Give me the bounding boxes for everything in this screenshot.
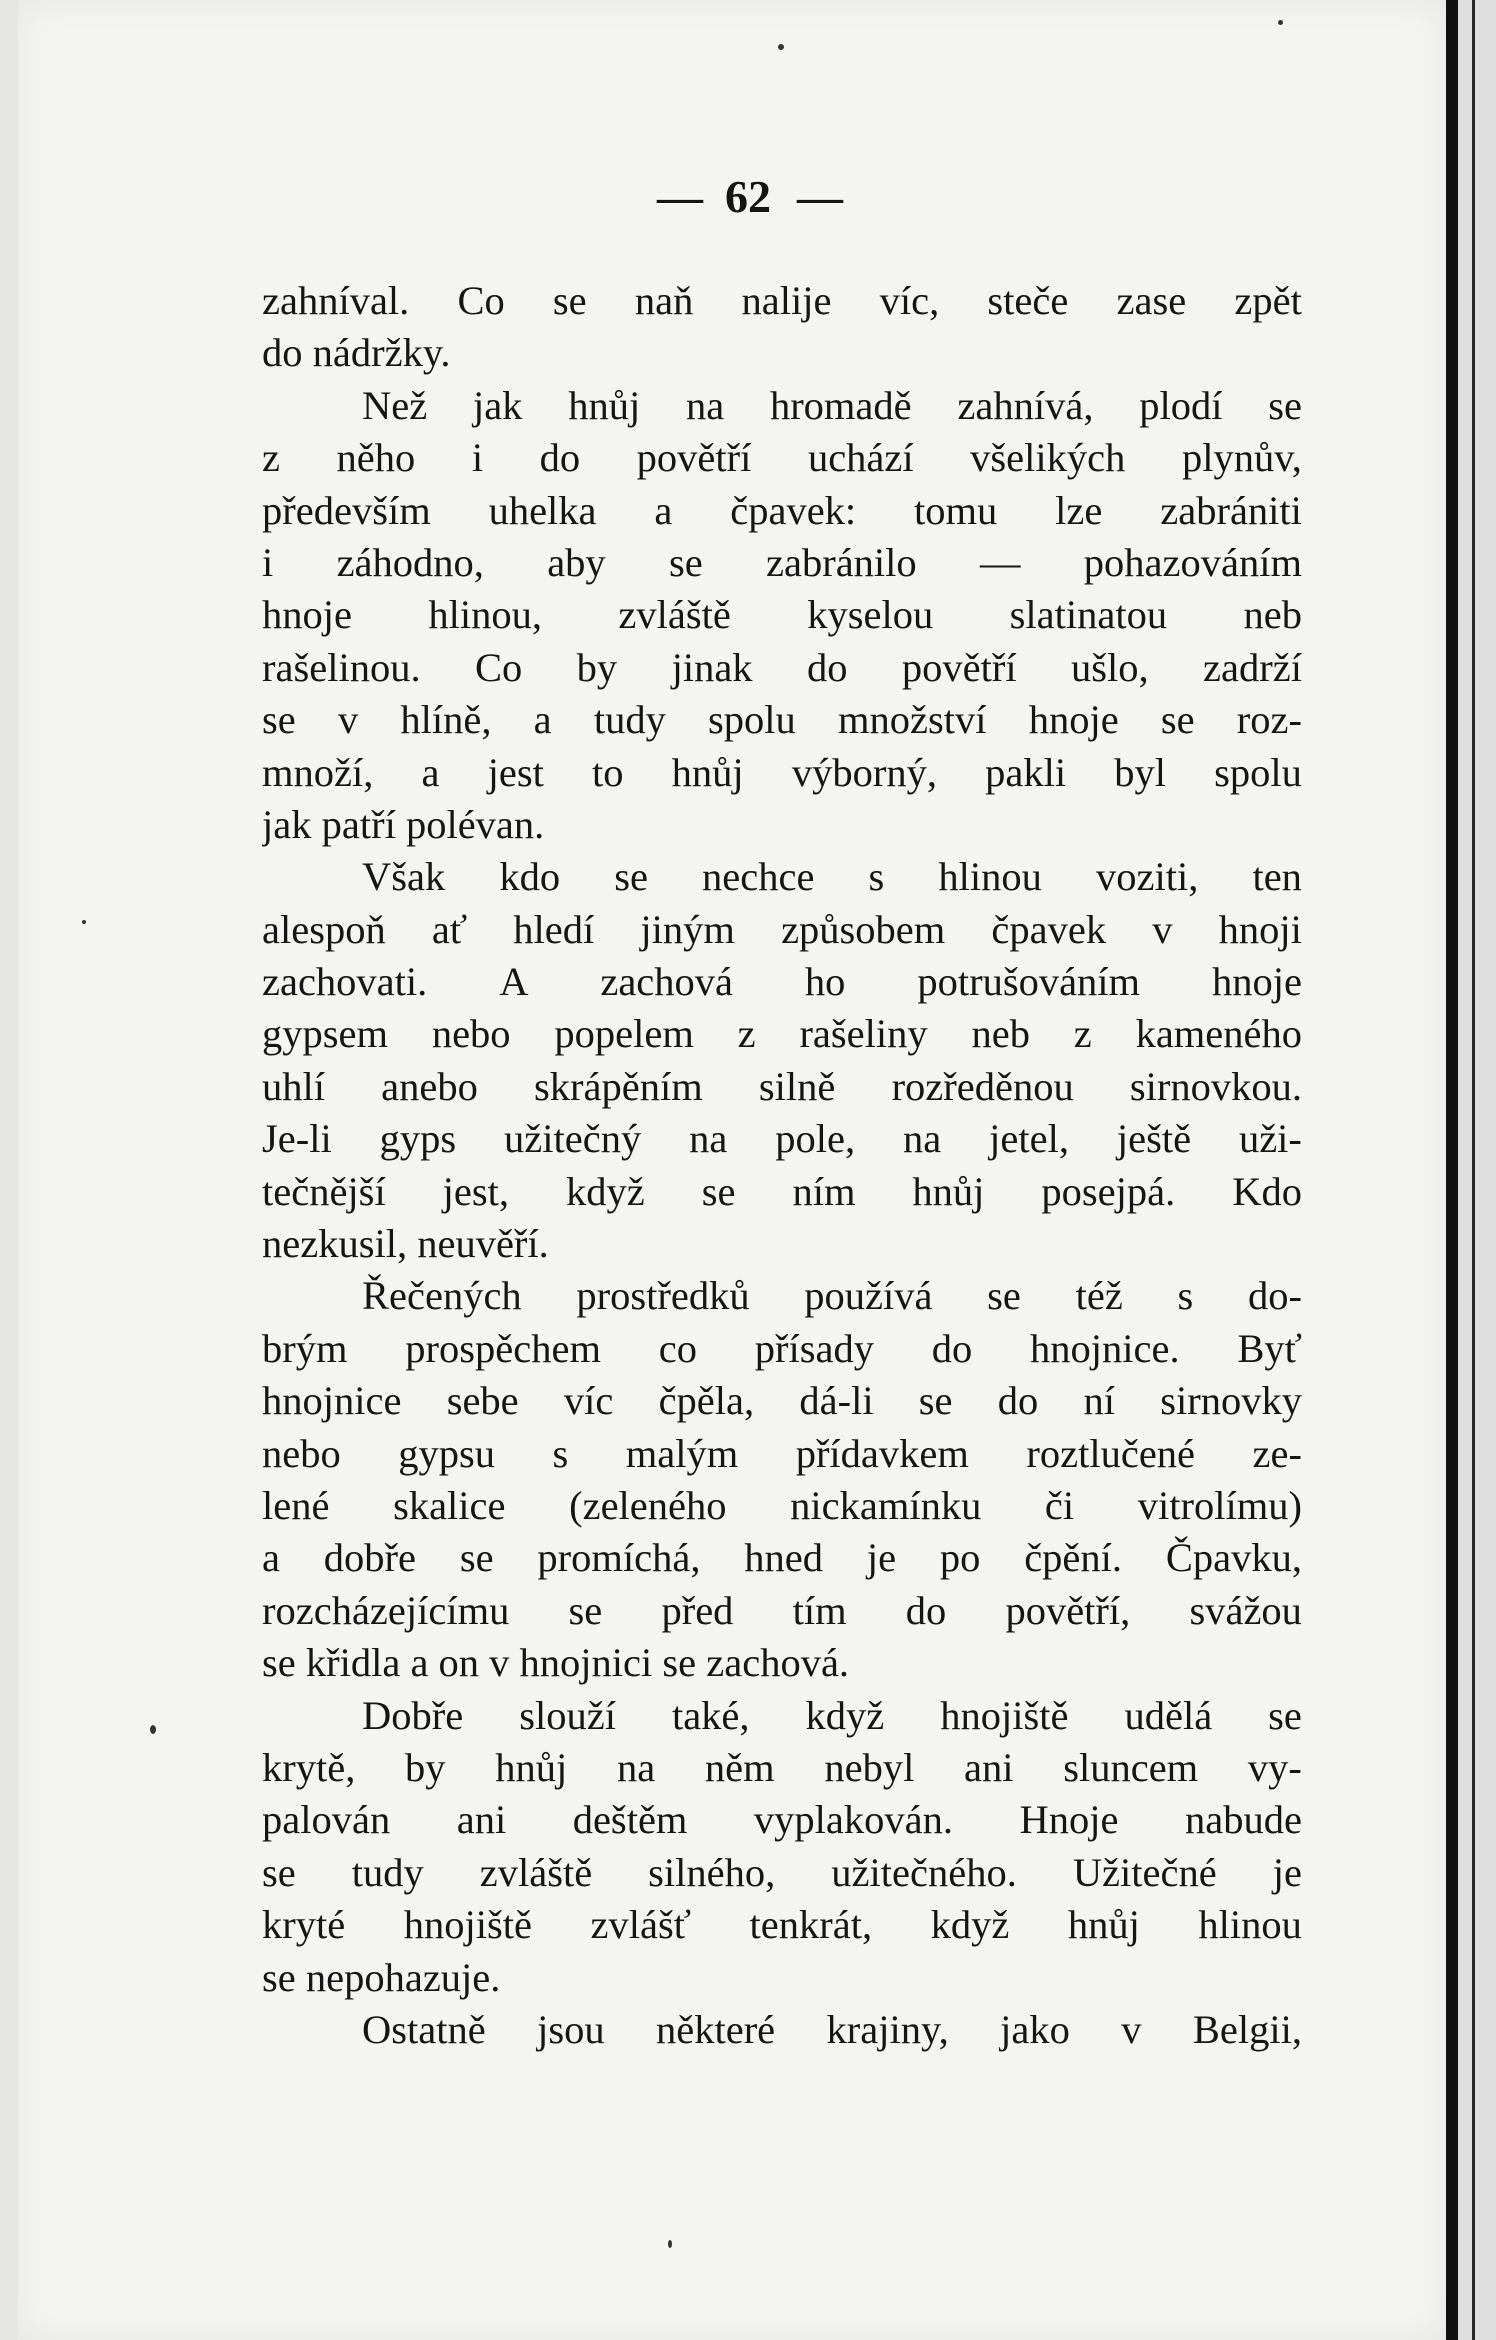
- text-line: Řečených prostředků používá se též s do-: [362, 1273, 1302, 1319]
- text-line: se v hlíně, a tudy spolu množství hnoje se roz-: [262, 697, 1302, 743]
- text-line: nebo gypsu s malým přídavkem roztlučené ze-: [262, 1430, 1302, 1476]
- text-line: tečnější jest, když se ním hnůj posejpá. Kdo: [262, 1168, 1302, 1214]
- text-line: se nepohazuje.: [262, 1954, 501, 2000]
- text-line: Ostatně jsou některé krajiny, jako v Belgii,: [362, 2006, 1302, 2052]
- page-number: 62: [725, 170, 771, 222]
- scan-speck: [778, 44, 784, 50]
- text-line: palován ani deštěm vyplakován. Hnoje nabude: [262, 1797, 1302, 1843]
- text-line: zachovati. A zachová ho potrušováním hnoje: [262, 959, 1302, 1005]
- text-line: Však kdo se nechce s hlinou voziti, ten: [362, 854, 1302, 900]
- text-line: rašelinou. Co by jinak do povětří ušlo, zadrží: [262, 644, 1302, 690]
- next-page-strip: [1458, 0, 1496, 2340]
- text-line: Než jak hnůj na hromadě zahnívá, plodí se: [362, 382, 1302, 428]
- text-line: uhlí anebo skrápěním silně rozředěnou sirnovkou.: [262, 1063, 1302, 1109]
- text-line: nezkusil, neuvěří.: [262, 1221, 549, 1267]
- page-header: [0, 166, 1496, 226]
- text-line: i záhodno, aby se zabránilo — pohazováním: [262, 539, 1302, 585]
- header-dash-right: —: [797, 170, 839, 222]
- header-dash-left: —: [657, 170, 699, 222]
- text-line: hnoje hlinou, zvláště kyselou slatinatou neb: [262, 592, 1302, 638]
- text-line: lené skalice (zeleného nickamínku či vitrolímu): [262, 1482, 1302, 1528]
- text-line: rozcházejícímu se před tím do povětří, svážou: [262, 1587, 1302, 1633]
- text-line: se křidla a on v hnojnici se zachová.: [262, 1640, 850, 1686]
- scan-speck: [1278, 20, 1283, 25]
- page-edge-shadow: [1446, 0, 1458, 2340]
- scan-speck: [150, 1725, 156, 1734]
- scan-speck: [668, 2240, 672, 2248]
- text-line: alespoň ať hledí jiným způsobem čpavek v hnoji: [262, 906, 1302, 952]
- body-text: [262, 275, 1302, 2056]
- text-line: jak patří polévan.: [262, 801, 545, 847]
- next-page-edge-line: [1472, 0, 1475, 2340]
- text-line: gypsem nebo popelem z rašeliny neb z kameného: [262, 1011, 1302, 1057]
- text-line: především uhelka a čpavek: tomu lze zabrániti: [262, 487, 1302, 533]
- text-line: z něho i do povětří uchází všelikých plynův,: [262, 435, 1302, 481]
- text-line: se tudy zvláště silného, užitečného. Užitečné je: [262, 1849, 1302, 1895]
- text-line: brým prospěchem co přísady do hnojnice. Byť: [262, 1325, 1302, 1371]
- text-line: Dobře slouží také, když hnojiště udělá se: [362, 1692, 1302, 1738]
- text-line: a dobře se promíchá, hned je po čpění. Čpavku,: [262, 1535, 1302, 1581]
- scan-speck: [82, 920, 86, 924]
- text-line: zahníval. Co se naň nalije víc, steče zase zpět: [262, 278, 1302, 323]
- text-line: do nádržky.: [262, 330, 451, 376]
- text-line: množí, a jest to hnůj výborný, pakli byl spolu: [262, 749, 1302, 795]
- text-line: kryté hnojiště zvlášť tenkrát, když hnůj hlinou: [262, 1902, 1302, 1948]
- text-line: hnojnice sebe víc čpěla, dá-li se do ní sirnovky: [262, 1378, 1302, 1424]
- text-line: Je-li gyps užitečný na pole, na jetel, ještě uži-: [262, 1116, 1302, 1162]
- text-line: krytě, by hnůj na něm nebyl ani sluncem vy-: [262, 1744, 1302, 1790]
